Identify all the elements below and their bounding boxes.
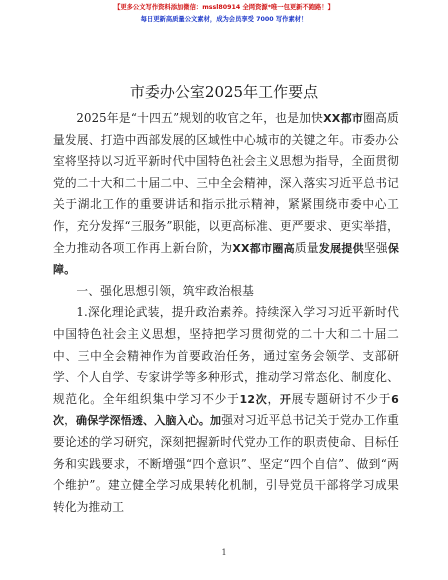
paragraph	[53, 281, 399, 303]
bold-text: 发展提供	[318, 241, 364, 255]
paragraph	[53, 302, 399, 518]
bold-text: 确保学深悟透、入脑入心。加	[76, 414, 222, 428]
text-run: 一、强化思想引领，筑牢政治根基	[76, 283, 254, 298]
bold-text: 6次	[53, 392, 399, 428]
document-title: 市委办公室2025年工作要点	[129, 83, 319, 101]
text-run: 1.深化理论武装，提升政治素养。持续深入学习习近平新时代中国特色社会主义思想，坚持把学习贯彻党的二十大和二十届二中、三中全会精神作为首要政治任务，通过室务会领学、支部研学、个人自学、专家讲学等多种形式，推动学习常态化、制度化、规范化。全年组织集中学习不少于	[53, 305, 399, 406]
bold-text: 12次	[239, 392, 268, 406]
text-run: ，	[267, 391, 280, 406]
page-number: 1	[221, 548, 227, 557]
text-run: ，	[64, 413, 77, 428]
paragraph	[53, 108, 399, 281]
text-run: 展专题研讨不少于	[291, 391, 392, 406]
promo-line-2: 每日更新高质量公文素材，成为会员享受 7000 写作素材！	[140, 16, 308, 23]
text-run: 坚强	[363, 240, 388, 255]
bold-text: 开	[279, 392, 292, 406]
text-run: 质量	[294, 240, 319, 255]
promo-banner	[0, 2, 448, 26]
bold-text: 保障。	[53, 241, 399, 277]
text-run: 圈高质量发展、打造中西部发展的区域性中心城市的关键之年。市委办公室将坚持以习近平新时代中国特色社会主义思想为指导，全面贯彻党的二十大和二十届二中、三中全会精神，深入落实习近平总书记关于湖北工作的重要讲话和指示批示精神，紧紧围绕市委中心工作，充分发挥“三服务”职能，以更高标准、更严要求、更实举措，全力推动各项工作再上新台阶，为	[53, 111, 399, 255]
promo-line-1: 【更多公文写作资料添加微信：mssl80914 全网资源*唯一包更新不跑路！】	[114, 4, 334, 11]
text-run: 强对习近平总书记关于党办工作重要论述的学习研究，深刻把握新时代党办工作的职责使命、目标任务和实践要求，不断增强“四个意识”、坚定“四个自信”、做到“两个维护”。建立健全学习成果转化机制，引导党员干部将学习成果转化为推动工	[53, 413, 399, 514]
bold-text: XX都市圈高	[232, 241, 295, 255]
text-run: 2025年是“十四五”规划的收官之年，也是加快	[76, 111, 324, 125]
bold-text: XX都市	[323, 112, 364, 125]
document-body	[53, 108, 399, 518]
